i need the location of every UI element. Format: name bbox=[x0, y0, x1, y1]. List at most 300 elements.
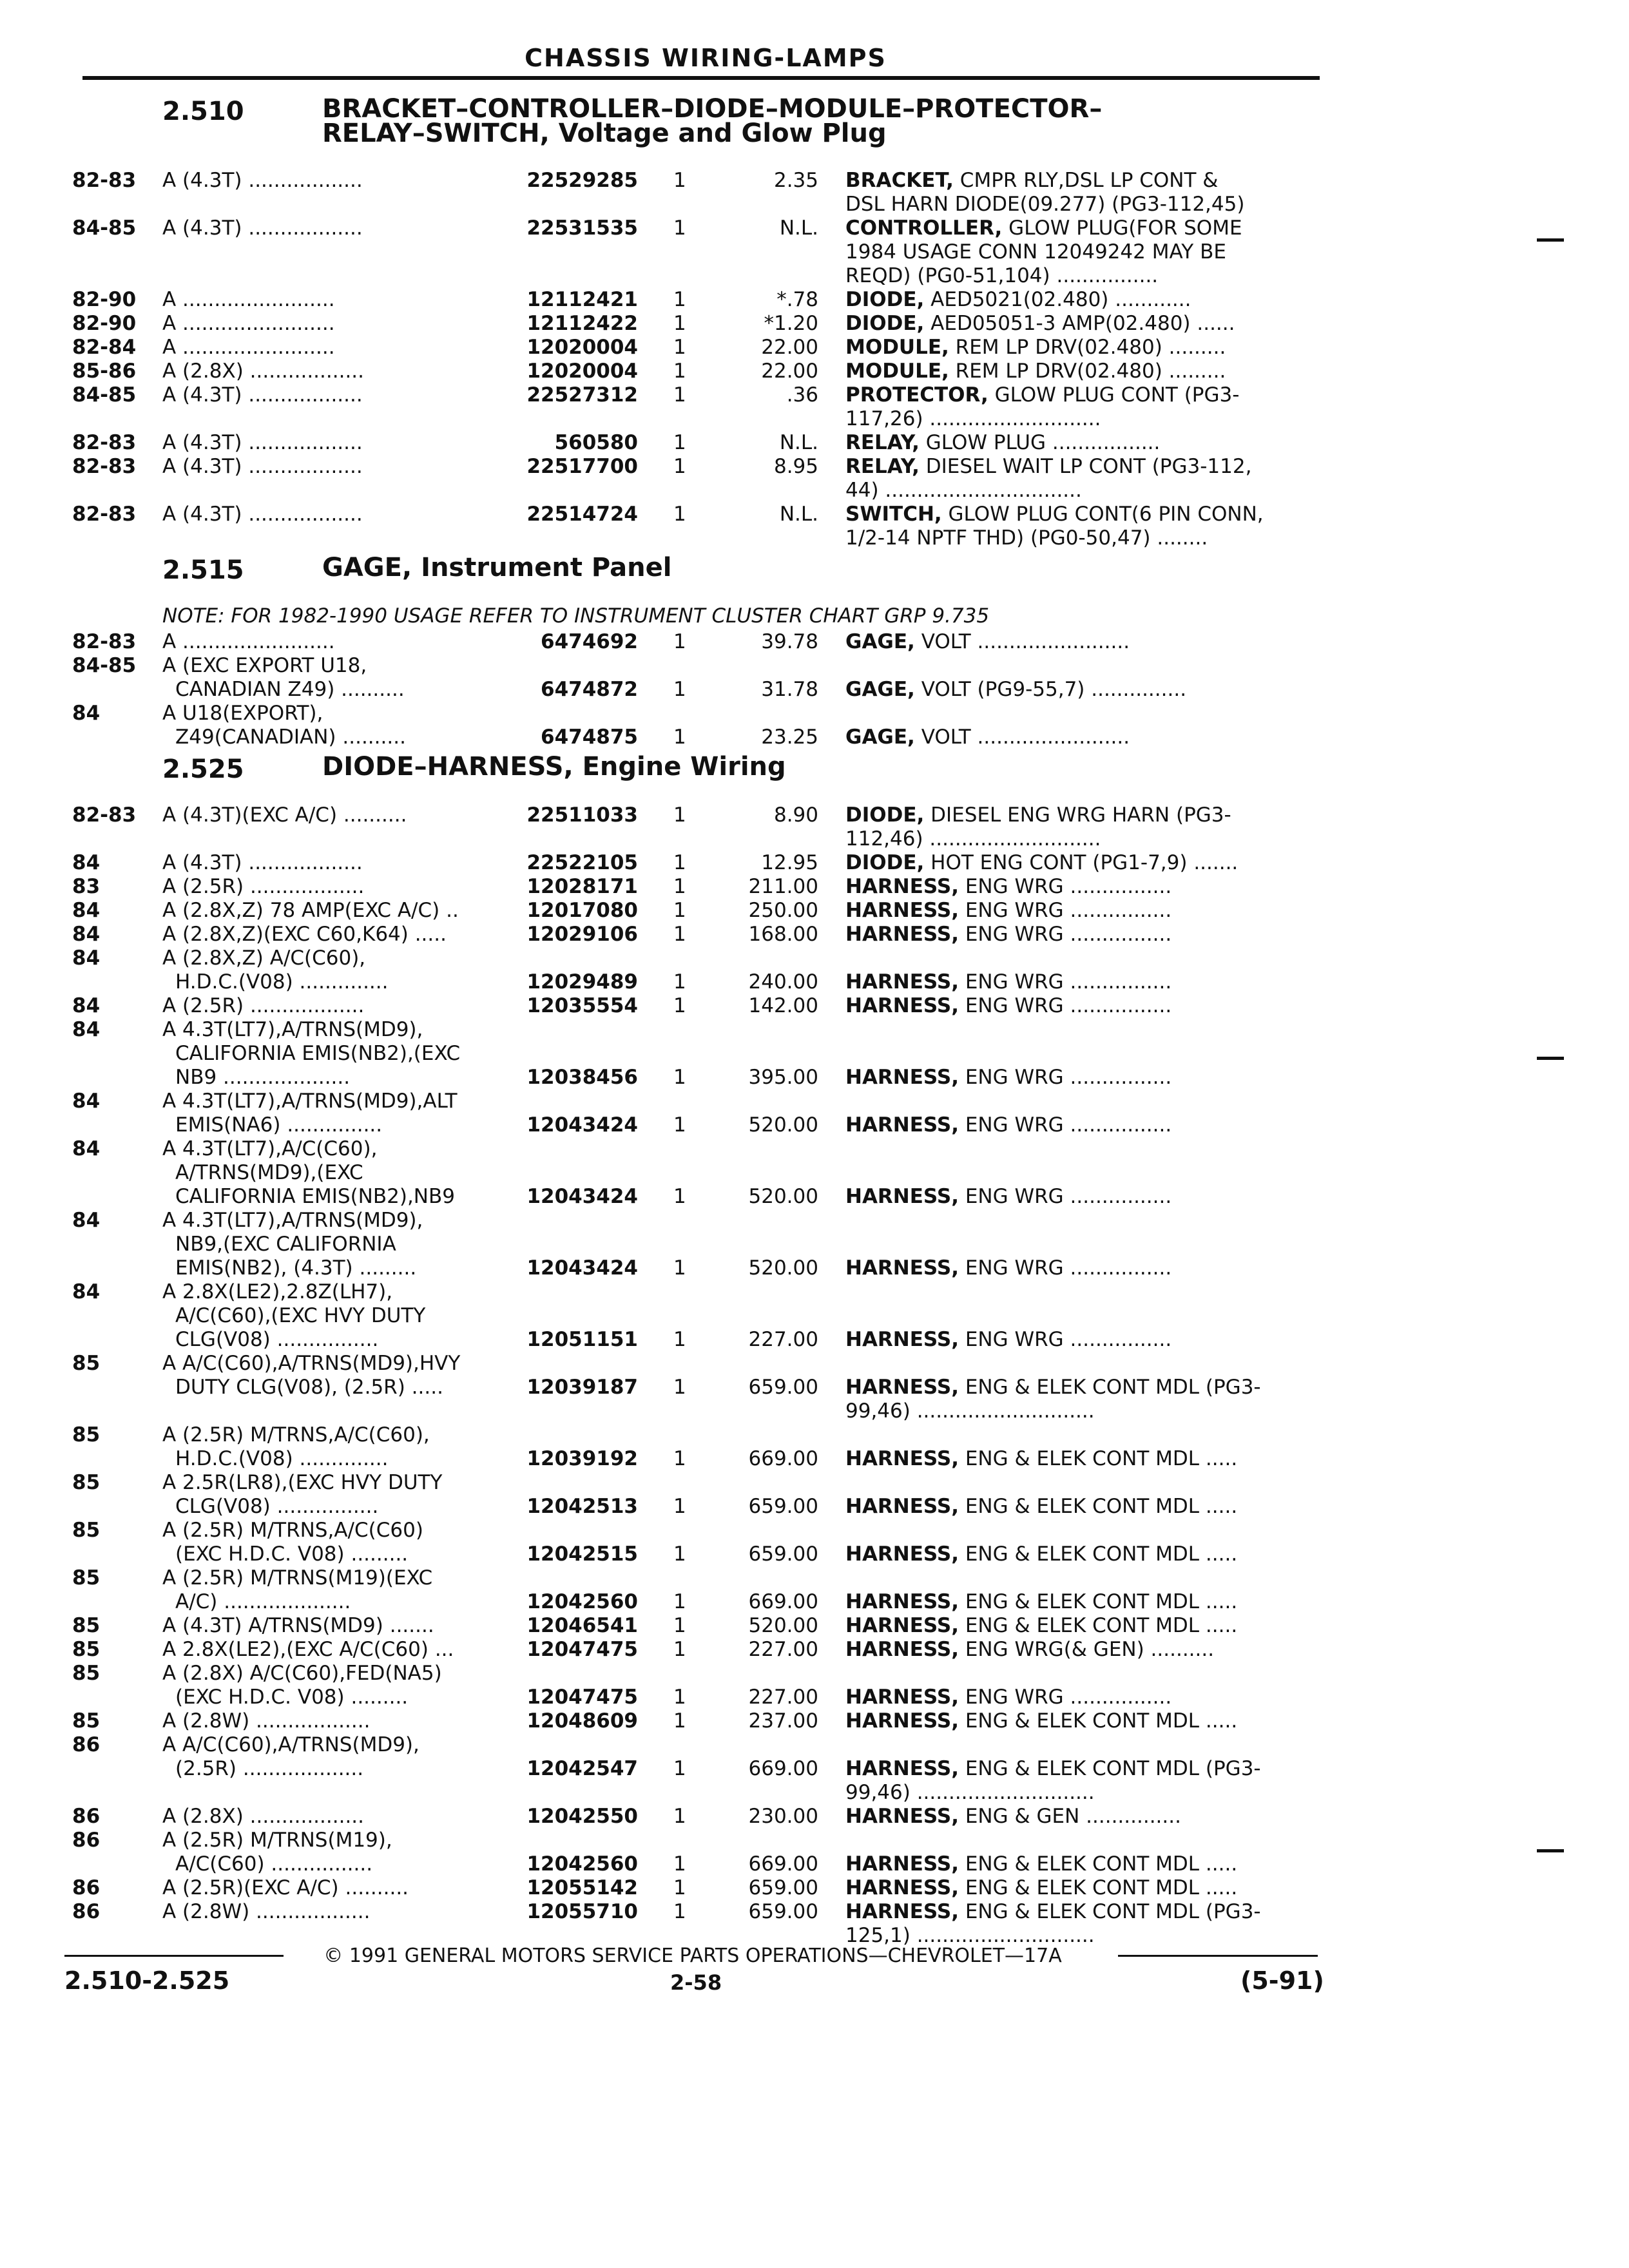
part-row bbox=[0, 288, 1629, 312]
part-name: HARNESS, bbox=[845, 1447, 959, 1470]
description-line: CONTROLLER, GLOW PLUG(FOR SOME bbox=[845, 216, 1242, 240]
description-line: MODULE, REM LP DRV(02.480) ......... bbox=[845, 336, 1226, 359]
model-application bbox=[162, 899, 510, 923]
part-name: HARNESS, bbox=[845, 1805, 959, 1828]
model-year: 86 bbox=[72, 1900, 101, 1923]
part-name: HARNESS, bbox=[845, 1495, 959, 1518]
model-year: 84 bbox=[72, 702, 101, 725]
model-application bbox=[162, 455, 510, 479]
model-year: 86 bbox=[72, 1829, 101, 1852]
description-line: HARNESS, ENG & ELEK CONT MDL ..... bbox=[845, 1709, 1238, 1733]
model-application bbox=[162, 1018, 510, 1090]
description-line: HARNESS, ENG & ELEK CONT MDL ..... bbox=[845, 1542, 1238, 1566]
model-year: 85 bbox=[72, 1352, 101, 1375]
model-application bbox=[162, 1876, 510, 1900]
section-title-line: DIODE–HARNESS, Engine Wiring bbox=[322, 752, 786, 782]
model-line: A (4.3T) A/TRNS(MD9) ....... bbox=[162, 1614, 434, 1637]
description-line: HARNESS, ENG & ELEK CONT MDL (PG3- bbox=[845, 1900, 1261, 1923]
model-year: 85 bbox=[72, 1638, 101, 1661]
model-year: 84 bbox=[72, 947, 101, 970]
model-application bbox=[162, 875, 510, 899]
description-line: HARNESS, ENG WRG ................ bbox=[845, 1686, 1172, 1709]
model-line: A 2.5R(LR8),(EXC HVY DUTY bbox=[162, 1471, 443, 1494]
description-line: HARNESS, ENG WRG ................ bbox=[845, 1185, 1172, 1208]
part-number: 560580 bbox=[554, 431, 638, 454]
part-number: 22514724 bbox=[526, 503, 638, 526]
section-title-line: RELAY–SWITCH, Voltage and Glow Plug bbox=[322, 119, 887, 148]
model-line: A (2.8X,Z)(EXC C60,K64) ..... bbox=[162, 923, 447, 946]
part-name: SWITCH, bbox=[845, 503, 942, 526]
part-name: HARNESS, bbox=[845, 1638, 959, 1661]
model-line: A (4.3T) .................. bbox=[162, 503, 363, 526]
model-application bbox=[162, 360, 510, 383]
part-row bbox=[0, 503, 1629, 550]
quantity: 1 bbox=[673, 1638, 686, 1661]
quantity: 1 bbox=[673, 1185, 686, 1208]
part-row bbox=[0, 1805, 1629, 1829]
model-line: A A/C(C60),A/TRNS(MD9),HVY bbox=[162, 1352, 461, 1375]
model-line: A (4.3T) .................. bbox=[162, 455, 363, 478]
model-line: A ........................ bbox=[162, 630, 335, 653]
model-line: A/C(C60) ................ bbox=[175, 1852, 373, 1876]
model-year: 82-83 bbox=[72, 630, 137, 653]
model-line: A 4.3T(LT7),A/TRNS(MD9),ALT bbox=[162, 1090, 458, 1113]
model-application bbox=[162, 431, 510, 455]
part-name: GAGE, bbox=[845, 630, 915, 653]
part-name: BRACKET, bbox=[845, 169, 954, 192]
model-year: 84 bbox=[72, 899, 101, 922]
quantity: 1 bbox=[673, 312, 686, 335]
description-line: HARNESS, ENG WRG ................ bbox=[845, 994, 1172, 1017]
model-year: 83 bbox=[72, 875, 101, 898]
price: .36 bbox=[786, 383, 818, 407]
part-description bbox=[845, 1185, 1309, 1209]
quantity: 1 bbox=[673, 678, 686, 701]
part-description bbox=[845, 1852, 1309, 1876]
section-title-line: GAGE, Instrument Panel bbox=[322, 553, 672, 582]
model-line: CANADIAN Z49) .......... bbox=[175, 678, 405, 701]
model-application bbox=[162, 312, 510, 336]
quantity: 1 bbox=[673, 1447, 686, 1470]
part-number: 12047475 bbox=[526, 1638, 638, 1661]
model-year: 85-86 bbox=[72, 360, 137, 383]
part-number: 22511033 bbox=[526, 803, 638, 827]
model-application bbox=[162, 1805, 510, 1829]
price: 227.00 bbox=[748, 1686, 818, 1709]
price: 669.00 bbox=[748, 1590, 818, 1613]
part-number: 12112422 bbox=[526, 312, 638, 335]
part-name: CONTROLLER, bbox=[845, 216, 1003, 240]
part-row bbox=[0, 1471, 1629, 1519]
part-number: 12039192 bbox=[526, 1447, 638, 1470]
price: 520.00 bbox=[748, 1113, 818, 1137]
description-line: HARNESS, ENG WRG ................ bbox=[845, 1066, 1172, 1089]
model-year: 86 bbox=[72, 1876, 101, 1899]
description-line: BRACKET, CMPR RLY,DSL LP CONT & bbox=[845, 169, 1219, 192]
quantity: 1 bbox=[673, 431, 686, 454]
part-row bbox=[0, 1090, 1629, 1137]
quantity: 1 bbox=[673, 899, 686, 922]
model-application bbox=[162, 1566, 510, 1614]
part-number: 12042560 bbox=[526, 1852, 638, 1876]
price: *1.20 bbox=[764, 312, 818, 335]
part-description bbox=[845, 803, 1309, 851]
description-line: 1/2-14 NPTF THD) (PG0-50,47) ........ bbox=[845, 526, 1208, 550]
model-application bbox=[162, 1614, 510, 1638]
part-name: HARNESS, bbox=[845, 994, 959, 1017]
part-number: 22522105 bbox=[526, 851, 638, 874]
section-number: 2.510 bbox=[162, 97, 244, 126]
model-year: 84 bbox=[72, 1280, 101, 1303]
model-line: CALIFORNIA EMIS(NB2),NB9 bbox=[175, 1185, 455, 1208]
part-number: 12038456 bbox=[526, 1066, 638, 1089]
margin-tick bbox=[1537, 1849, 1564, 1852]
part-row bbox=[0, 383, 1629, 431]
part-description bbox=[845, 1876, 1309, 1900]
model-year: 86 bbox=[72, 1733, 101, 1756]
section-heading bbox=[0, 550, 1629, 604]
part-row bbox=[0, 899, 1629, 923]
model-line: CLG(V08) ................ bbox=[175, 1328, 379, 1351]
part-row bbox=[0, 803, 1629, 851]
part-number: 12017080 bbox=[526, 899, 638, 922]
part-number: 12055710 bbox=[526, 1900, 638, 1923]
description-line: DIODE, DIESEL ENG WRG HARN (PG3- bbox=[845, 803, 1231, 827]
quantity: 1 bbox=[673, 994, 686, 1017]
part-number: 12042513 bbox=[526, 1495, 638, 1518]
part-name: HARNESS, bbox=[845, 1328, 959, 1351]
part-description bbox=[845, 1328, 1309, 1352]
model-line: A 4.3T(LT7),A/TRNS(MD9), bbox=[162, 1018, 423, 1041]
part-description bbox=[845, 1757, 1309, 1805]
description-line: 1984 USAGE CONN 12049242 MAY BE bbox=[845, 240, 1226, 264]
part-number: 6474872 bbox=[541, 678, 638, 701]
model-application bbox=[162, 1829, 510, 1876]
part-row bbox=[0, 702, 1629, 749]
description-line: HARNESS, ENG WRG ................ bbox=[845, 899, 1172, 922]
model-line: A (4.3T) .................. bbox=[162, 169, 363, 192]
price: 669.00 bbox=[748, 1757, 818, 1780]
description-line: RELAY, DIESEL WAIT LP CONT (PG3-112, bbox=[845, 455, 1252, 478]
model-line: A (2.5R) M/TRNS,A/C(C60), bbox=[162, 1423, 430, 1446]
quantity: 1 bbox=[673, 1805, 686, 1828]
description-line: 44) ............................... bbox=[845, 479, 1082, 502]
model-application bbox=[162, 851, 510, 875]
part-name: HARNESS, bbox=[845, 1686, 959, 1709]
part-description bbox=[845, 1066, 1309, 1090]
part-name: GAGE, bbox=[845, 678, 915, 701]
part-description bbox=[845, 503, 1309, 550]
model-line: A U18(EXPORT), bbox=[162, 702, 323, 725]
section-title-line: BRACKET–CONTROLLER–DIODE–MODULE–PROTECTOR– bbox=[322, 94, 1103, 124]
part-row bbox=[0, 1829, 1629, 1876]
quantity: 1 bbox=[673, 1876, 686, 1899]
part-description bbox=[845, 1900, 1309, 1948]
model-line: NB9 .................... bbox=[175, 1066, 351, 1089]
footer-page-number: 2-58 bbox=[670, 1970, 722, 1995]
model-year: 82-83 bbox=[72, 803, 137, 827]
part-number: 12020004 bbox=[526, 360, 638, 383]
part-name: PROTECTOR, bbox=[845, 383, 988, 407]
description-line: HARNESS, ENG & ELEK CONT MDL ..... bbox=[845, 1876, 1238, 1899]
footer-date: (5-91) bbox=[1240, 1966, 1324, 1995]
quantity: 1 bbox=[673, 336, 686, 359]
quantity: 1 bbox=[673, 455, 686, 478]
model-year: 84 bbox=[72, 1090, 101, 1113]
part-name: HARNESS, bbox=[845, 899, 959, 922]
part-row bbox=[0, 1280, 1629, 1352]
model-application bbox=[162, 288, 510, 312]
model-year: 82-84 bbox=[72, 336, 137, 359]
quantity: 1 bbox=[673, 1256, 686, 1280]
price: 168.00 bbox=[748, 923, 818, 946]
price: 227.00 bbox=[748, 1638, 818, 1661]
margin-tick bbox=[1537, 1057, 1564, 1060]
price: 659.00 bbox=[748, 1876, 818, 1899]
part-row bbox=[0, 169, 1629, 216]
part-row bbox=[0, 336, 1629, 360]
part-row bbox=[0, 875, 1629, 899]
part-name: MODULE, bbox=[845, 360, 949, 383]
page-header: CHASSIS WIRING-LAMPS bbox=[525, 44, 887, 72]
model-year: 82-83 bbox=[72, 169, 137, 192]
price: N.L. bbox=[779, 216, 818, 240]
model-line: A (2.5R) .................. bbox=[162, 994, 365, 1017]
part-number: 12055142 bbox=[526, 1876, 638, 1899]
model-line: A/TRNS(MD9),(EXC bbox=[175, 1161, 363, 1184]
quantity: 1 bbox=[673, 1686, 686, 1709]
quantity: 1 bbox=[673, 360, 686, 383]
part-name: HARNESS, bbox=[845, 1852, 959, 1876]
model-application bbox=[162, 803, 510, 827]
part-row bbox=[0, 312, 1629, 336]
part-number: 22529285 bbox=[526, 169, 638, 192]
part-description bbox=[845, 899, 1309, 923]
part-number: 22527312 bbox=[526, 383, 638, 407]
model-line: A (2.8X) A/C(C60),FED(NA5) bbox=[162, 1662, 442, 1685]
section-title bbox=[322, 752, 1289, 782]
model-application bbox=[162, 630, 510, 654]
part-row bbox=[0, 1638, 1629, 1662]
model-line: A (4.3T) .................. bbox=[162, 431, 363, 454]
price: 520.00 bbox=[748, 1185, 818, 1208]
part-number: 12043424 bbox=[526, 1256, 638, 1280]
price: 237.00 bbox=[748, 1709, 818, 1733]
part-row bbox=[0, 455, 1629, 503]
quantity: 1 bbox=[673, 970, 686, 994]
model-application bbox=[162, 702, 510, 749]
part-description bbox=[845, 216, 1309, 288]
price: 250.00 bbox=[748, 899, 818, 922]
description-line: DSL HARN DIODE(09.277) (PG3-112,45) bbox=[845, 193, 1245, 216]
quantity: 1 bbox=[673, 803, 686, 827]
header-rule bbox=[82, 76, 1320, 80]
model-line: (EXC H.D.C. V08) ......... bbox=[175, 1686, 409, 1709]
part-description bbox=[845, 1614, 1309, 1638]
part-row bbox=[0, 1733, 1629, 1805]
model-year: 84-85 bbox=[72, 654, 137, 677]
model-year: 84 bbox=[72, 1137, 101, 1160]
quantity: 1 bbox=[673, 1376, 686, 1399]
quantity: 1 bbox=[673, 503, 686, 526]
model-year: 85 bbox=[72, 1471, 101, 1494]
model-application bbox=[162, 216, 510, 240]
quantity: 1 bbox=[673, 726, 686, 749]
model-line: NB9,(EXC CALIFORNIA bbox=[175, 1233, 396, 1256]
model-line: A (2.8X) .................. bbox=[162, 360, 365, 383]
part-row bbox=[0, 1137, 1629, 1209]
part-number: 12020004 bbox=[526, 336, 638, 359]
description-line: HARNESS, ENG & GEN ............... bbox=[845, 1805, 1181, 1828]
description-line: DIODE, AED5021(02.480) ............ bbox=[845, 288, 1191, 311]
part-description bbox=[845, 455, 1309, 503]
quantity: 1 bbox=[673, 1542, 686, 1566]
part-row bbox=[0, 851, 1629, 875]
price: 39.78 bbox=[761, 630, 818, 653]
quantity: 1 bbox=[673, 851, 686, 874]
part-description bbox=[845, 169, 1309, 216]
model-line: A (2.5R) M/TRNS(M19)(EXC bbox=[162, 1566, 433, 1590]
part-name: HARNESS, bbox=[845, 1876, 959, 1899]
model-year: 85 bbox=[72, 1709, 101, 1733]
description-line: DIODE, AED05051-3 AMP(02.480) ...... bbox=[845, 312, 1235, 335]
part-description bbox=[845, 1495, 1309, 1519]
part-description bbox=[845, 851, 1309, 875]
quantity: 1 bbox=[673, 1900, 686, 1923]
model-line: DUTY CLG(V08), (2.5R) ..... bbox=[175, 1376, 443, 1399]
description-line: HARNESS, ENG WRG ................ bbox=[845, 875, 1172, 898]
model-application bbox=[162, 1709, 510, 1733]
model-line: (2.5R) ................... bbox=[175, 1757, 364, 1780]
part-name: HARNESS, bbox=[845, 1709, 959, 1733]
model-year: 82-83 bbox=[72, 503, 137, 526]
model-line: H.D.C.(V08) .............. bbox=[175, 1447, 389, 1470]
part-number: 22531535 bbox=[526, 216, 638, 240]
model-year: 82-83 bbox=[72, 431, 137, 454]
model-line: A (4.3T) .................. bbox=[162, 383, 363, 407]
quantity: 1 bbox=[673, 1066, 686, 1089]
part-row bbox=[0, 431, 1629, 455]
description-line: HARNESS, ENG & ELEK CONT MDL (PG3- bbox=[845, 1376, 1261, 1399]
model-line: A (4.3T) .................. bbox=[162, 851, 363, 874]
model-line: (EXC H.D.C. V08) ......... bbox=[175, 1542, 409, 1566]
model-line: A 4.3T(LT7),A/TRNS(MD9), bbox=[162, 1209, 423, 1232]
model-year: 84-85 bbox=[72, 383, 137, 407]
price: N.L. bbox=[779, 503, 818, 526]
description-line: GAGE, VOLT ........................ bbox=[845, 630, 1130, 653]
model-year: 82-83 bbox=[72, 455, 137, 478]
part-row bbox=[0, 1709, 1629, 1733]
part-description bbox=[845, 1590, 1309, 1614]
model-year: 84 bbox=[72, 1209, 101, 1232]
model-line: A (2.5R)(EXC A/C) .......... bbox=[162, 1876, 409, 1899]
model-year: 85 bbox=[72, 1566, 101, 1590]
price: 659.00 bbox=[748, 1495, 818, 1518]
price: 8.95 bbox=[773, 455, 818, 478]
model-line: A (2.8W) .................. bbox=[162, 1900, 371, 1923]
quantity: 1 bbox=[673, 169, 686, 192]
quantity: 1 bbox=[673, 1495, 686, 1518]
model-year: 85 bbox=[72, 1519, 101, 1542]
model-line: A (4.3T) .................. bbox=[162, 216, 363, 240]
model-application bbox=[162, 1209, 510, 1280]
price: 240.00 bbox=[748, 970, 818, 994]
section-title bbox=[322, 555, 1289, 580]
price: 22.00 bbox=[761, 360, 818, 383]
part-row bbox=[0, 1662, 1629, 1709]
footer-section-range: 2.510-2.525 bbox=[64, 1966, 230, 1995]
part-name: HARNESS, bbox=[845, 970, 959, 994]
part-name: RELAY, bbox=[845, 431, 920, 454]
part-description bbox=[845, 288, 1309, 312]
part-name: GAGE, bbox=[845, 726, 915, 749]
model-line: H.D.C.(V08) .............. bbox=[175, 970, 389, 994]
model-line: CLG(V08) ................ bbox=[175, 1495, 379, 1518]
model-line: EMIS(NA6) ............... bbox=[175, 1113, 383, 1137]
part-number: 12046541 bbox=[526, 1614, 638, 1637]
quantity: 1 bbox=[673, 383, 686, 407]
model-year: 84-85 bbox=[72, 216, 137, 240]
part-description bbox=[845, 630, 1309, 654]
part-description bbox=[845, 1805, 1309, 1829]
description-line: HARNESS, ENG WRG ................ bbox=[845, 1113, 1172, 1137]
part-description bbox=[845, 1447, 1309, 1471]
description-line: HARNESS, ENG & ELEK CONT MDL ..... bbox=[845, 1614, 1238, 1637]
model-line: A (2.5R) .................. bbox=[162, 875, 365, 898]
price: 230.00 bbox=[748, 1805, 818, 1828]
part-description bbox=[845, 875, 1309, 899]
part-row bbox=[0, 1209, 1629, 1280]
part-description bbox=[845, 383, 1309, 431]
part-number: 12029489 bbox=[526, 970, 638, 994]
part-name: HARNESS, bbox=[845, 923, 959, 946]
part-name: DIODE, bbox=[845, 851, 925, 874]
model-application bbox=[162, 1090, 510, 1137]
model-line: A (2.8W) .................. bbox=[162, 1709, 371, 1733]
part-number: 12028171 bbox=[526, 875, 638, 898]
part-name: DIODE, bbox=[845, 288, 925, 311]
part-description bbox=[845, 1256, 1309, 1280]
part-row bbox=[0, 654, 1629, 702]
model-application bbox=[162, 1471, 510, 1519]
part-description bbox=[845, 726, 1309, 749]
model-line: A (2.8X,Z) A/C(C60), bbox=[162, 947, 366, 970]
part-description bbox=[845, 312, 1309, 336]
quantity: 1 bbox=[673, 875, 686, 898]
part-description bbox=[845, 1113, 1309, 1137]
model-year: 85 bbox=[72, 1423, 101, 1446]
model-line: CALIFORNIA EMIS(NB2),(EXC bbox=[175, 1042, 461, 1065]
part-description bbox=[845, 1376, 1309, 1423]
model-line: A ........................ bbox=[162, 336, 335, 359]
model-year: 84 bbox=[72, 851, 101, 874]
model-application bbox=[162, 1662, 510, 1709]
model-application bbox=[162, 1900, 510, 1924]
description-line: HARNESS, ENG WRG ................ bbox=[845, 970, 1172, 994]
part-name: DIODE, bbox=[845, 803, 925, 827]
price: 2.35 bbox=[773, 169, 818, 192]
part-name: RELAY, bbox=[845, 455, 920, 478]
part-number: 12029106 bbox=[526, 923, 638, 946]
part-description bbox=[845, 336, 1309, 360]
part-number: 12112421 bbox=[526, 288, 638, 311]
part-name: HARNESS, bbox=[845, 1614, 959, 1637]
description-line: HARNESS, ENG WRG ................ bbox=[845, 1256, 1172, 1280]
part-row bbox=[0, 1566, 1629, 1614]
price: 142.00 bbox=[748, 994, 818, 1017]
model-application bbox=[162, 1519, 510, 1566]
model-application bbox=[162, 994, 510, 1018]
